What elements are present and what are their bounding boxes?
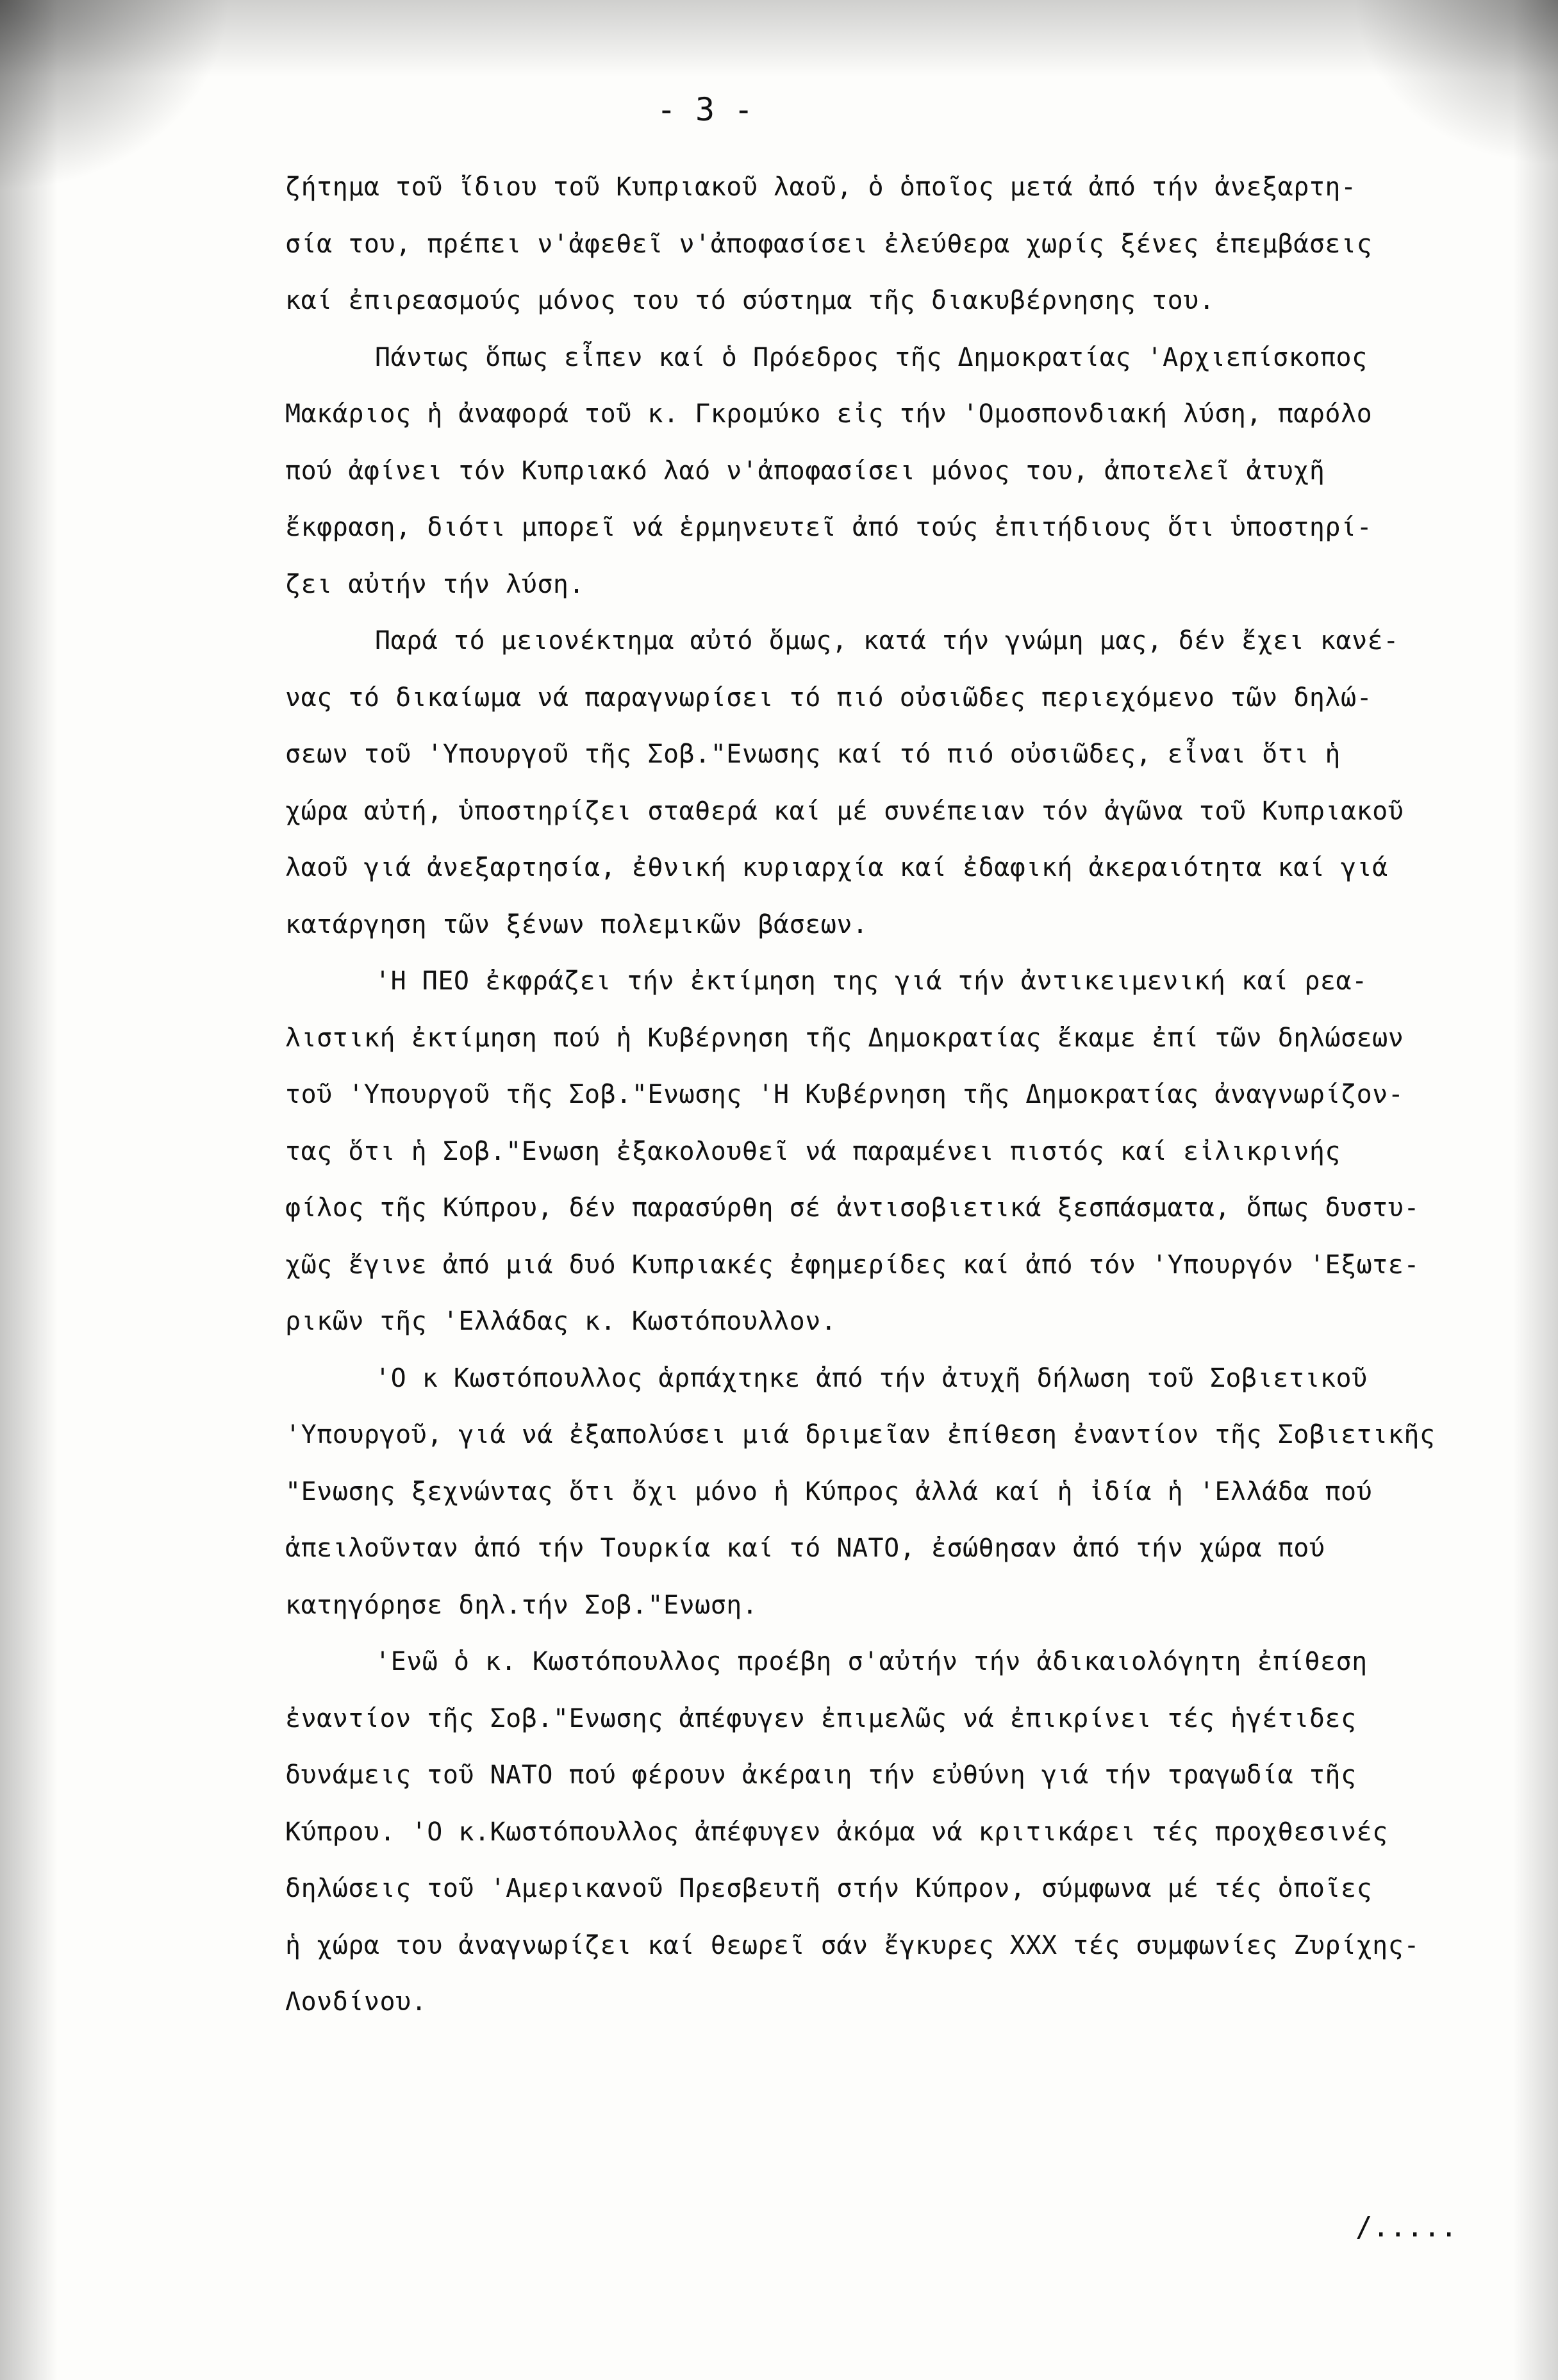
text-line: καί ἐπιρεασμούς μόνος του τό σύστημα τῆς διακυβέρνησης του. [285, 286, 1215, 315]
text-line: ἐναντίον τῆς Σοβ."Ενωσης ἀπέφυγεν ἐπιμελῶς νά ἐπικρίνει τές ἡγέτιδες [285, 1703, 1357, 1733]
scan-corner-top-right [1353, 0, 1558, 167]
text-line: ζήτημα τοῦ ἴδιου τοῦ Κυπριακοῦ λαοῦ, ὁ ὁποῖος μετά ἀπό τήν ἀνεξαρτη- [285, 172, 1357, 202]
text-line: ἔκφραση, διότι μπορεῖ νά ἑρμηνευτεῖ ἀπό τούς ἐπιτήδιους ὅτι ὑποστηρί- [285, 513, 1373, 542]
text-line: 'Η ΠΕΟ ἐκφράζει τήν ἐκτίμηση της γιά τήν ἀντικειμενική καί ρεα- [375, 966, 1368, 996]
continuation-mark: /..... [1355, 2211, 1457, 2244]
text-line: Μακάριος ἡ ἀναφορά τοῦ κ. Γκρομύκο εἰς τήν 'Ομοσπονδιακή λύση, παρόλο [285, 399, 1373, 429]
text-line: σία του, πρέπει ν'ἀφεθεῖ ν'ἀποφασίσει ἐλεύθερα χωρίς ξένες ἐπεμβάσεις [285, 229, 1373, 259]
text-line: λιστική ἐκτίμηση πού ἡ Κυβέρνηση τῆς Δημοκρατίας ἔκαμε ἐπί τῶν δηλώσεων [285, 1023, 1404, 1053]
text-line: χώρα αὐτή, ὑποστηρίζει σταθερά καί μέ συνέπειαν τόν ἀγῶνα τοῦ Κυπριακοῦ [285, 796, 1404, 826]
text-line: κατηγόρησε δηλ.τήν Σοβ."Ενωση. [285, 1590, 758, 1620]
text-line: τας ὅτι ἡ Σοβ."Ενωση ἐξακολουθεῖ νά παραμένει πιστός καί εἰλικρινής [285, 1136, 1341, 1166]
text-line: δηλώσεις τοῦ 'Αμερικανοῦ Πρεσβευτῆ στήν Κύπρον, σύμφωνα μέ τές ὁποῖες [285, 1874, 1373, 1903]
text-line: πού ἀφίνει τόν Κυπριακό λαό ν'ἀποφασίσει μόνος του, ἀποτελεῖ ἀτυχῆ [285, 456, 1325, 486]
text-line: Πάντως ὅπως εἶπεν καί ὁ Πρόεδρος τῆς Δημοκρατίας 'Αρχιεπίσκοπος [375, 342, 1368, 372]
text-line: ἀπειλοῦνταν ἀπό τήν Τουρκία καί τό ΝΑΤΟ, ἐσώθησαν ἀπό τήν χώρα πού [285, 1533, 1325, 1563]
body-text [285, 159, 1516, 2031]
text-line: τοῦ 'Υπουργοῦ τῆς Σοβ."Ενωσης 'Η Κυβέρνηση τῆς Δημοκρατίας ἀναγνωρίζον- [285, 1080, 1404, 1109]
text-line: χῶς ἔγινε ἀπό μιά δυό Κυπριακές ἐφημερίδες καί ἀπό τόν 'Υπουργόν 'Εξωτε- [285, 1250, 1420, 1280]
scan-edge-top [0, 0, 1558, 77]
page-number: - 3 - [656, 91, 754, 128]
text-line: σεων τοῦ 'Υπουργοῦ τῆς Σοβ."Ενωσης καί τό πιό οὐσιῶδες, εἶναι ὅτι ἡ [285, 740, 1341, 769]
text-line: Κύπρου. 'Ο κ.Κωστόπουλλος ἀπέφυγεν ἀκόμα νά κριτικάρει τές προχθεσινές [285, 1817, 1388, 1847]
scan-corner-top-left [0, 0, 231, 192]
text-line: δυνάμεις τοῦ ΝΑΤΟ πού φέρουν ἀκέραιη τήν εὐθύνη γιά τήν τραγωδία τῆς [285, 1760, 1357, 1790]
text-line: "Ενωσης ξεχνώντας ὅτι ὄχι μόνο ἡ Κύπρος ἀλλά καί ἡ ἰδία ἡ 'Ελλάδα πού [285, 1476, 1373, 1507]
text-line: λαοῦ γιά ἀνεξαρτησία, ἐθνική κυριαρχία καί ἐδαφική ἀκεραιότητα καί γιά [285, 853, 1388, 882]
text-line: 'Ενῶ ὁ κ. Κωστόπουλλος προέβη σ'αὐτήν τήν ἀδικαιολόγητη ἐπίθεση [375, 1647, 1368, 1676]
text-line: Λονδίνου. [285, 1987, 427, 2017]
text-line: 'Υπουργοῦ, γιά νά ἐξαπολύσει μιά δριμεῖαν ἐπίθεση ἐναντίον τῆς Σοβιετικῆς [285, 1420, 1436, 1450]
text-line: κατάργηση τῶν ξένων πολεμικῶν βάσεων. [285, 909, 868, 939]
text-line: ἡ χώρα του ἀναγνωρίζει καί θεωρεῖ σάν ἔγκυρες ΧΧΧ τές συμφωνίες Ζυρίχης- [285, 1930, 1420, 1960]
text-line: ζει αὐτήν τήν λύση. [285, 569, 585, 599]
text-line: 'Ο κ Κωστόπουλλος ἁρπάχτηκε ἀπό τήν ἀτυχῆ δήλωση τοῦ Σοβιετικοῦ [375, 1363, 1368, 1393]
text-line: ρικῶν τῆς 'Ελλάδας κ. Κωστόπουλλον. [285, 1307, 837, 1336]
scan-edge-left [0, 0, 58, 2380]
scan-edge-right [1513, 0, 1558, 2380]
text-line: φίλος τῆς Κύπρου, δέν παρασύρθη σέ ἀντισοβιετικά ξεσπάσματα, ὅπως δυστυ- [285, 1193, 1420, 1223]
text-line: νας τό δικαίωμα νά παραγνωρίσει τό πιό οὐσιῶδες περιεχόμενο τῶν δηλώ- [285, 682, 1373, 713]
text-line: Παρά τό μειονέκτημα αὐτό ὅμως, κατά τήν γνώμη μας, δέν ἔχει κανέ- [375, 626, 1399, 656]
